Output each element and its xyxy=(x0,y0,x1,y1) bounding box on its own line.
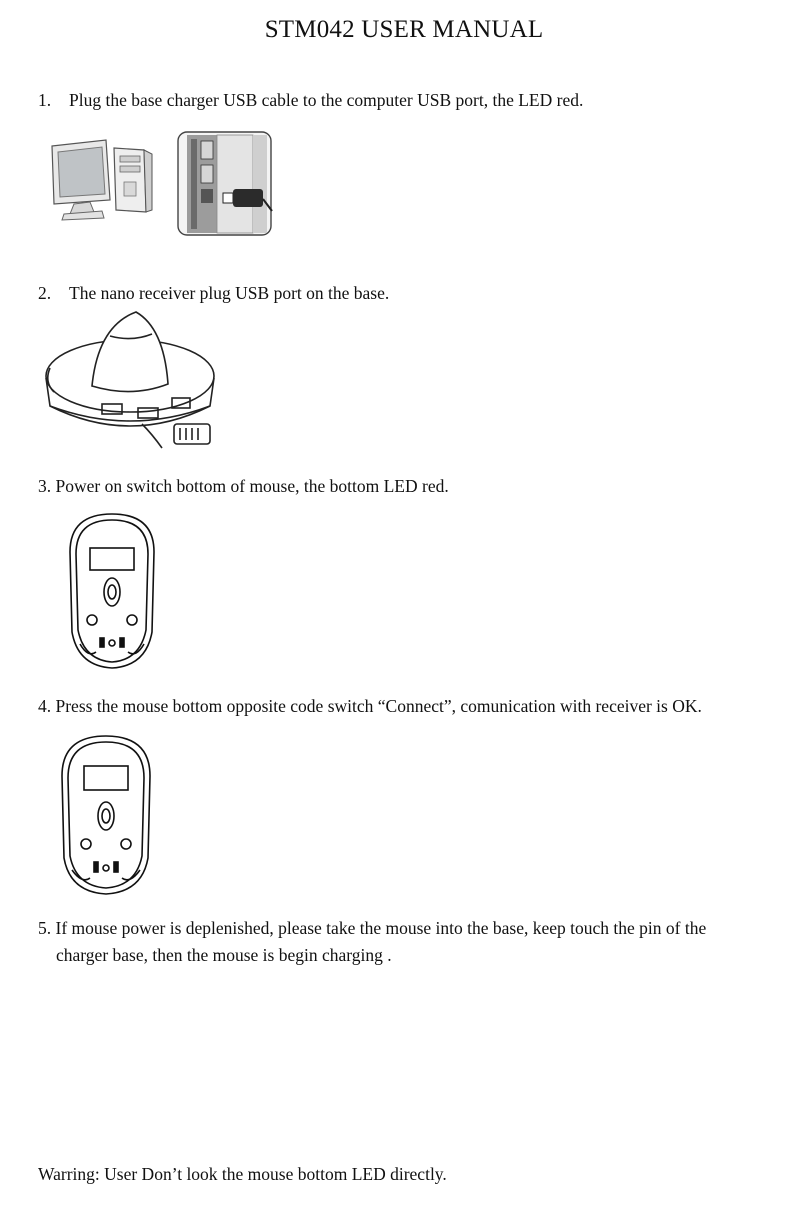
step-4-number: 4. xyxy=(38,696,52,716)
charger-base-illustration xyxy=(40,306,220,452)
page-title: STM042 USER MANUAL xyxy=(264,16,544,43)
step-1-number: 1. xyxy=(38,90,52,110)
step-2-number: 2. xyxy=(38,283,52,303)
step-2 xyxy=(38,283,389,304)
step-5-line-1 xyxy=(38,915,772,942)
step-3-text: Power on switch bottom of mouse, the bottom LED red. xyxy=(55,476,449,496)
usb-port-illustration xyxy=(177,131,273,237)
step-1 xyxy=(38,90,583,111)
step-3-number: 3. xyxy=(38,476,52,496)
step-3 xyxy=(38,476,449,497)
step-5-text-1: If mouse power is deplenished, please take the mouse into the base, keep touch the pin of the xyxy=(55,918,707,938)
mouse-bottom-illustration xyxy=(66,512,158,670)
step-4-text: Press the mouse bottom opposite code switch “Connect”, comunication with receiver is OK. xyxy=(55,696,702,716)
step-1-text: Plug the base charger USB cable to the computer USB port, the LED red. xyxy=(69,90,584,110)
warning-note: Warring: User Don’t look the mouse bottom LED directly. xyxy=(38,1164,447,1184)
step-5 xyxy=(38,915,772,969)
step-5-text-2: charger base, then the mouse is begin charging . xyxy=(56,945,392,965)
step-5-number: 5. xyxy=(38,918,52,938)
step-4 xyxy=(38,696,702,717)
mouse-bottom-connect-illustration xyxy=(58,734,154,896)
step-2-text: The nano receiver plug USB port on the base. xyxy=(69,283,390,303)
computer-illustration xyxy=(44,138,156,222)
